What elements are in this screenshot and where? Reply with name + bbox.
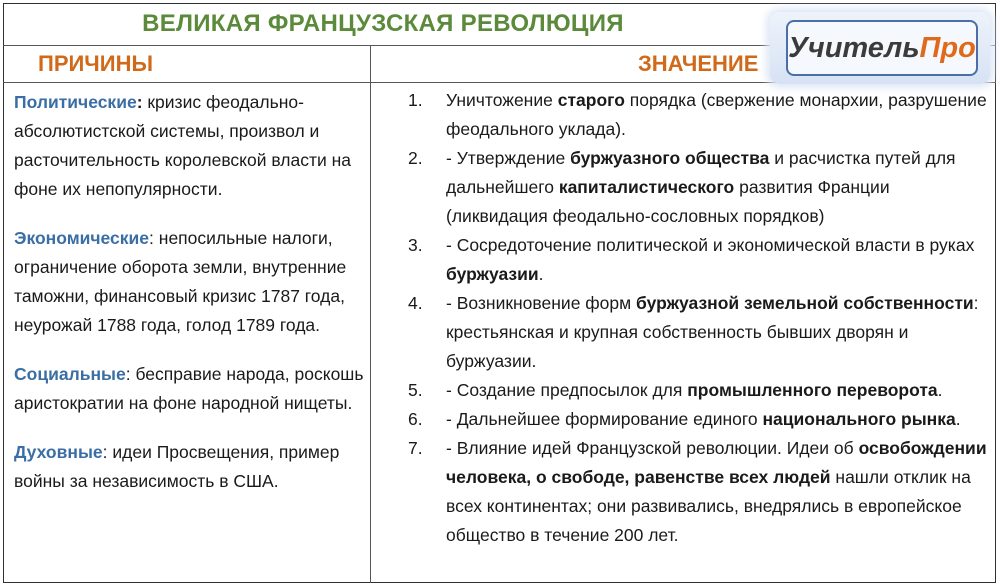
logo-text-part1: Учитель <box>788 31 920 64</box>
item-text-part: - Сосредоточение политической и экономической власти в руках <box>446 235 975 255</box>
column-divider <box>370 45 371 583</box>
logo-badge <box>786 20 978 76</box>
cause-name: Экономические <box>14 228 150 248</box>
item-text <box>446 289 993 376</box>
cause-colon: : <box>125 364 131 384</box>
item-text-bold: старого <box>557 90 625 110</box>
item-text-part: - Возникновение форм <box>446 293 637 313</box>
item-text-part: развития Франции (ликвидация феодально-сословных порядков) <box>446 177 890 226</box>
item-number: 7. <box>408 438 423 458</box>
list-item <box>408 434 993 550</box>
item-text-bold: национального рынка <box>762 409 956 429</box>
item-number: 1. <box>408 90 423 110</box>
cause-paragraph <box>14 360 364 418</box>
significance-list <box>408 86 993 550</box>
cause-name: Политические <box>14 92 137 112</box>
item-text <box>446 405 993 434</box>
item-text-part: : крестьянская и крупная собственность бывших дворян и буржуазии. <box>446 293 979 371</box>
list-item <box>408 144 993 231</box>
list-item <box>408 405 993 434</box>
item-text-bold: буржуазного общества <box>570 148 770 168</box>
cause-colon: : <box>149 228 154 248</box>
cause-paragraph <box>14 88 364 204</box>
causes-list <box>14 88 364 516</box>
cause-paragraph <box>14 224 364 340</box>
logo-text-part2: Про <box>919 31 976 64</box>
uchitelpro-logo <box>770 12 990 84</box>
cause-colon: : <box>102 442 108 462</box>
item-text-part: . <box>538 264 544 284</box>
item-text <box>446 434 993 550</box>
item-text-part: нашли отклик на всех континентах; они развивались, внедрялись в европейское общество в течение 200 лет. <box>446 467 971 545</box>
cause-paragraph <box>14 438 364 496</box>
item-text-part: - Создание предпосылок для <box>446 380 688 400</box>
item-text <box>446 144 993 231</box>
item-text <box>446 86 993 144</box>
cause-text: кризис феодально-абсолютистской системы, произвол и расточительность королевской власти на фоне их непопулярности. <box>14 92 352 199</box>
item-number: 4. <box>408 293 423 313</box>
cause-name: Духовные <box>14 442 103 462</box>
list-item <box>408 231 993 289</box>
item-text-bold: капиталистического <box>558 177 735 197</box>
item-text-part: . <box>937 380 943 400</box>
item-text-part: . <box>955 409 961 429</box>
item-text-part: - Утверждение <box>446 148 571 168</box>
item-text-part: - Влияние идей Французской революции. Идеи об <box>446 438 859 458</box>
list-item <box>408 376 993 405</box>
item-text-bold: промышленного переворота <box>687 380 938 400</box>
cause-text: бесправие народа, роскошь аристократии на фоне народной нищеты. <box>14 364 364 413</box>
item-text-bold: буржуазии <box>446 264 539 284</box>
item-number: 5. <box>408 380 423 400</box>
cause-text: непосильные налоги, ограничение оборота земли, внутренние таможни, финансовый кризис 1787 года, неурожай 1788 года, голод 1789 года. <box>14 228 347 335</box>
significance-heading: ЗНАЧЕНИЕ <box>638 51 759 76</box>
page-title: ВЕЛИКАЯ ФРАНЦУЗСКАЯ РЕВОЛЮЦИЯ <box>142 10 624 37</box>
item-text-bold: буржуазной земельной собственности <box>636 293 974 313</box>
item-number: 6. <box>408 409 423 429</box>
item-text-part: Уничтожение <box>446 90 558 110</box>
item-text-part: и расчистка путей для дальнейшего <box>446 148 956 197</box>
item-text <box>446 376 993 405</box>
item-text-bold: освобождении человека, о свободе, равенстве всех людей <box>446 438 987 487</box>
list-item <box>408 289 993 376</box>
item-text-part: порядка (свержение монархии, разрушение феодального уклада). <box>446 90 987 139</box>
cause-text: идеи Просвещения, пример войны за независимость в США. <box>14 442 340 491</box>
item-text <box>446 231 993 289</box>
causes-heading: ПРИЧИНЫ <box>38 51 153 76</box>
item-text-part: - Дальнейшее формирование единого <box>446 409 763 429</box>
list-item <box>408 86 993 144</box>
item-number: 3. <box>408 235 423 255</box>
cause-colon: : <box>136 92 143 112</box>
item-number: 2. <box>408 148 423 168</box>
cause-name: Социальные <box>14 364 126 384</box>
